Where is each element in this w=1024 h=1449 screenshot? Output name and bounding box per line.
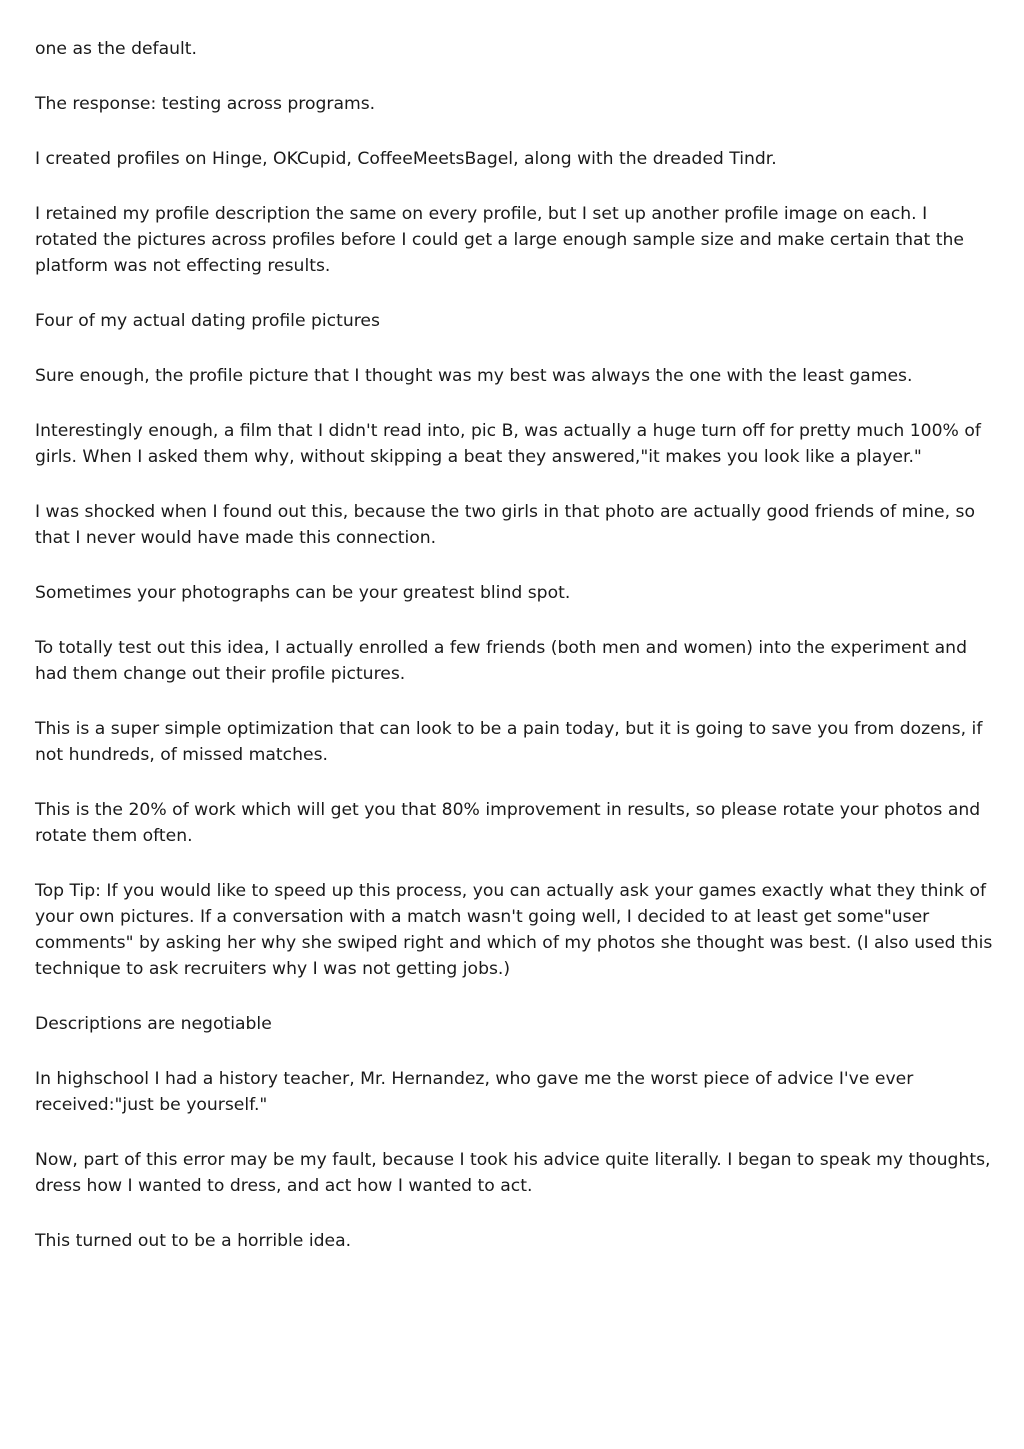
paragraph: Top Tip: If you would like to speed up this process, you can actually ask your games exactly what they think of your own pictures. If a conversation with a match wasn't going well, I decided to at least get some"user comments" by asking her why she swiped right and which of my photos she thought was best. (I also used this technique to ask recruiters why I was not getting jobs.) bbox=[35, 881, 993, 979]
paragraph: Four of my actual dating profile pictures bbox=[35, 311, 380, 331]
paragraph: one as the default. bbox=[35, 39, 198, 59]
paragraph: I created profiles on Hinge, OKCupid, CoffeeMeetsBagel, along with the dreaded Tindr. bbox=[35, 149, 777, 169]
paragraph: In highschool I had a history teacher, Mr. Hernandez, who gave me the worst piece of advice I've ever received:"just be yourself." bbox=[35, 1069, 914, 1115]
document-page bbox=[35, 36, 993, 1283]
paragraph: Sometimes your photographs can be your greatest blind spot. bbox=[35, 583, 571, 603]
paragraph: This is a super simple optimization that can look to be a pain today, but it is going to save you from dozens, if not hundreds, of missed matches. bbox=[35, 719, 983, 765]
paragraph: I retained my profile description the same on every profile, but I set up another profile image on each. I rotated the pictures across profiles before I could get a large enough sample size and make certain that the platform was not effecting results. bbox=[35, 204, 964, 276]
paragraph: Interestingly enough, a film that I didn't read into, pic B, was actually a huge turn off for pretty much 100% of girls. When I asked them why, without skipping a beat they answered,"it makes you look like a player." bbox=[35, 421, 981, 467]
paragraph: To totally test out this idea, I actually enrolled a few friends (both men and women) into the experiment and had them change out their profile pictures. bbox=[35, 638, 967, 684]
paragraph: Sure enough, the profile picture that I thought was my best was always the one with the least games. bbox=[35, 366, 913, 386]
section-heading: Descriptions are negotiable bbox=[35, 1014, 272, 1034]
paragraph: This is the 20% of work which will get you that 80% improvement in results, so please rotate your photos and rotate them often. bbox=[35, 800, 981, 846]
paragraph: I was shocked when I found out this, because the two girls in that photo are actually good friends of mine, so that I never would have made this connection. bbox=[35, 502, 975, 548]
paragraph: This turned out to be a horrible idea. bbox=[35, 1231, 352, 1251]
paragraph: The response: testing across programs. bbox=[35, 94, 376, 114]
paragraph: Now, part of this error may be my fault, because I took his advice quite literally. I began to speak my thoughts, dress how I wanted to dress, and act how I wanted to act. bbox=[35, 1150, 991, 1196]
